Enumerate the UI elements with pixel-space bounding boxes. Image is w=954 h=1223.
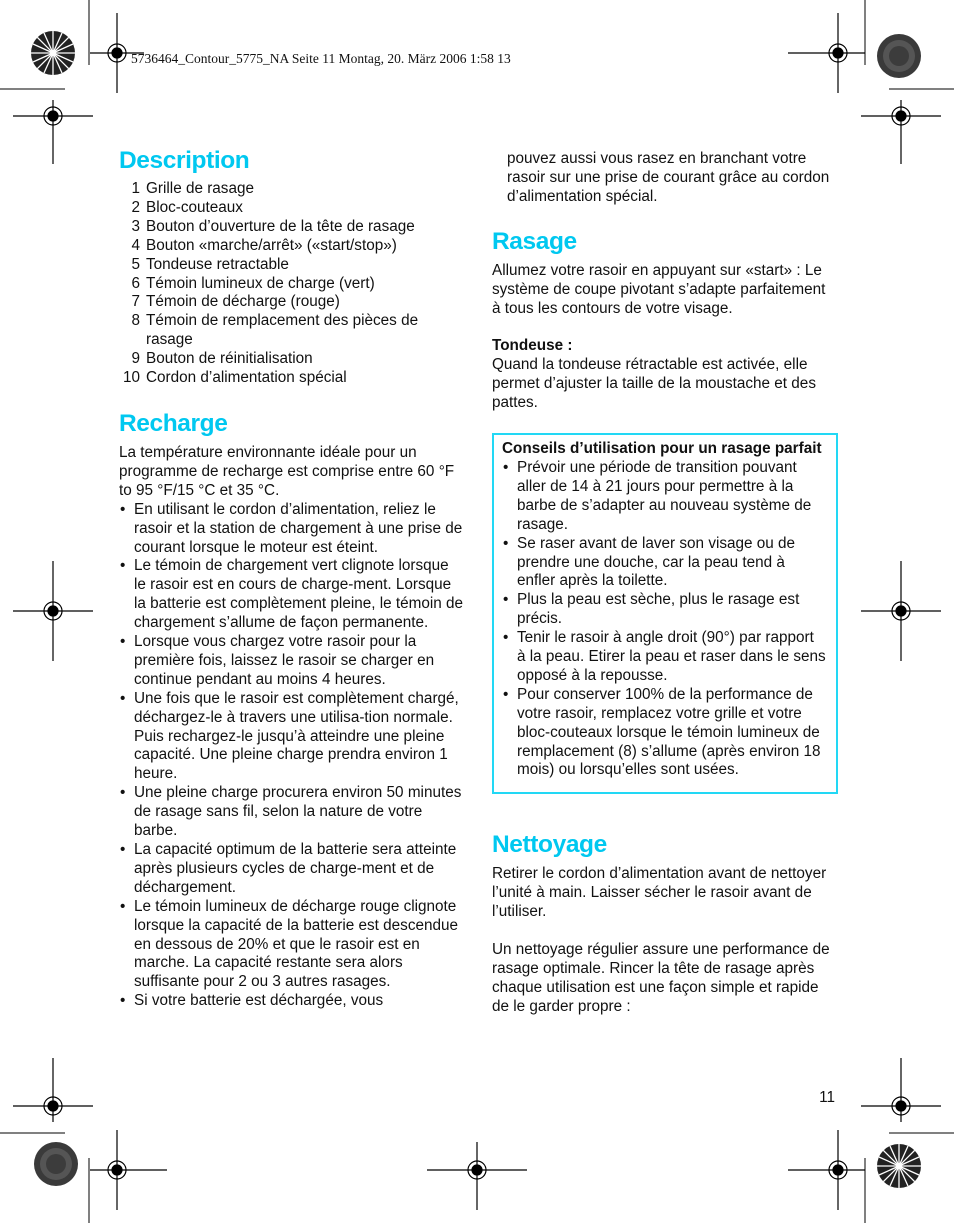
list-item: • En utilisant le cordon d’alimentation, reliez le rasoir et la station de chargement à une prise de courant lorsque le moteur est éteint. <box>120 500 463 556</box>
tips-box <box>492 433 838 794</box>
recharge-continuation: pouvez aussi vous rasez en branchant votre rasoir sur une prise de courant grâce au cordon d’alimentation spécial. <box>507 150 830 205</box>
list-item: 9 Bouton de réinitialisation <box>131 350 313 368</box>
heading-rasage: Rasage <box>492 227 577 255</box>
tips-title: Conseils d’utilisation pour un rasage parfait <box>502 440 822 458</box>
list-item: • Plus la peau est sèche, plus le rasage est précis. <box>503 591 800 628</box>
rasage-intro: Allumez votre rasoir en appuyant sur «start» : Le système de coupe pivotant s’adapte parfaitement à tous les contours de votre visage. <box>492 261 826 317</box>
tondeuse-text: Quand la tondeuse rétractable est activée, elle permet d’ajuster la taille de la moustache et des pattes. <box>492 356 816 412</box>
right-column <box>492 150 838 1017</box>
list-item: 2 Bloc-couteaux <box>131 198 243 216</box>
list-item: • Prévoir une période de transition pouvant aller de 14 à 21 jours pour permettre à la barbe de s’adapter au nouveau système de rasage. <box>503 458 812 533</box>
heading-nettoyage: Nettoyage <box>492 831 607 859</box>
star-target-icon <box>31 31 75 75</box>
left-column <box>119 146 464 1011</box>
recharge-bullets <box>119 501 464 1011</box>
parts-list <box>119 180 464 388</box>
tondeuse-label: Tondeuse : <box>492 337 573 355</box>
list-item: • Une pleine charge procurera environ 50 minutes de rasage sans fil, selon la nature de votre barbe. <box>120 784 462 840</box>
star-target-icon <box>877 1144 921 1188</box>
list-item: 5 Tondeuse retractable <box>131 255 289 273</box>
gray-target-icon <box>877 34 921 78</box>
list-item: 4 Bouton «marche/arrêt» («start/stop») <box>131 236 397 254</box>
heading-description: Description <box>119 147 250 174</box>
nettoyage-para-2: Un nettoyage régulier assure une performance de rasage optimale. Rincer la tête de rasage après chaque utilisation est une façon simple et rapide de le garder propre : <box>492 941 830 1015</box>
print-slug: 5736464_Contour_5775_NA Seite 11 Montag, 20. März 2006 1:58 13 <box>131 51 511 66</box>
list-item: • Lorsque vous chargez votre rasoir pour la première fois, laissez le rasoir se charger en continue pendant au moins 4 heures. <box>120 633 435 688</box>
nettoyage-para-1: Retirer le cordon d’alimentation avant de nettoyer l’unité à main. Laisser sécher le rasoir avant de l’utiliser. <box>492 865 827 921</box>
recharge-intro: La température environnante idéale pour un programme de recharge est comprise entre 60 °F to 95 °F/15 °C et 35 °C. <box>119 443 455 499</box>
list-item: • Tenir le rasoir à angle droit (90°) par rapport à la peau. Etirer la peau et raser dans le sens opposé à la repousse. <box>503 629 826 684</box>
list-item: • Le témoin lumineux de décharge rouge clignote lorsque la capacité de la batterie est descendue en dessous de 20% et que le rasoir est en marche. La capacité restante sera alors suffisante pour 2 ou 3 autres rasages. <box>120 897 458 991</box>
page-number: 11 <box>819 1089 835 1106</box>
list-item: • Se raser avant de laver son visage ou de prendre une douche, car la peau tend à enfler après la toilette. <box>503 534 796 590</box>
gray-target-icon <box>34 1142 78 1186</box>
list-item: • La capacité optimum de la batterie sera atteinte après plusieurs cycles de charge-ment et de déchargement. <box>120 841 457 896</box>
list-item: 3 Bouton d’ouverture de la tête de rasage <box>131 217 415 235</box>
list-item: • Le témoin de chargement vert clignote lorsque le rasoir est en cours de charge-ment. Lorsque la batterie est complètement pleine, le témoin de chargement s’allume de façon permanente. <box>120 557 464 632</box>
list-item: • Pour conserver 100% de la performance de votre rasoir, remplacez votre grille et votre bloc-couteaux lorsque le témoin lumineux de remplacement (8) s’allume (après environ 18 mois) ou lorsqu’elles sont usées. <box>503 685 821 779</box>
list-item: • Une fois que le rasoir est complètement chargé, déchargez-le à travers une utilisa-tion normale. Puis rechargez-le jusqu’à atteindre une pleine capacité. Une pleine charge prendra environ 1 heure. <box>120 689 459 783</box>
list-item: 1 Grille de rasage <box>131 180 254 197</box>
list-item: • Si votre batterie est déchargée, vous <box>120 992 384 1010</box>
list-item: 7 Témoin de décharge (rouge) <box>131 293 340 311</box>
tips-bullets <box>502 459 826 780</box>
list-item: 8 Témoin de remplacement des pièces de rasage <box>131 312 419 349</box>
list-item: 10 Cordon d’alimentation spécial <box>122 369 347 387</box>
list-item: 6 Témoin lumineux de charge (vert) <box>131 274 375 292</box>
heading-recharge: Recharge <box>119 409 228 437</box>
